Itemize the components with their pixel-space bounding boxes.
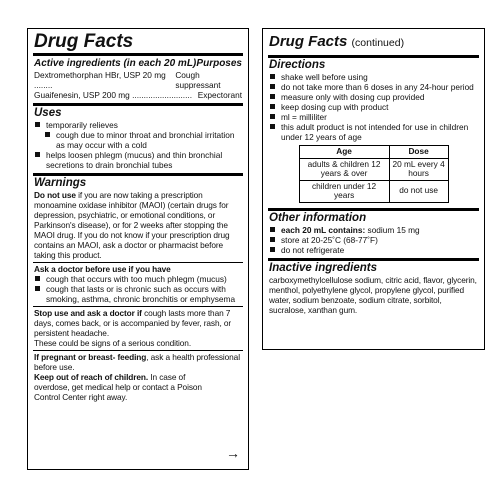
table-cell: children under 12 years <box>299 180 389 202</box>
pregnancy-section <box>28 351 248 404</box>
arrow-right-icon: → <box>226 445 240 461</box>
table-header: Dose <box>389 146 448 159</box>
ingredient-name: Dextromethorphan HBr, USP 20 mg ........ <box>34 70 166 90</box>
other-information-item: do not refrigerate <box>269 245 478 255</box>
stop-use-text: Stop use and ask a doctor if cough lasts more than 7 days, comes back, or is accompanied by fever, rash, or persistent headache. <box>34 308 232 338</box>
uses-item: helps loosen phlegm (mucus) and thin bronchial secretions to drain bronchial tubes <box>34 150 242 170</box>
stop-use-section <box>28 307 248 350</box>
ask-doctor-item: cough that lasts or is chronic such as occurs with smoking, asthma, chronic bronchitis or emphysema <box>34 284 242 304</box>
table-cell: 20 mL every 4 hours <box>389 158 448 180</box>
active-ingredients-heading: Active ingredients (in each 20 mL) <box>34 58 197 69</box>
inactive-ingredients-text: carboxymethylcellulose sodium, citric acid, flavor, glycerin, menthol, polyethylene glycol, propylene glycol, purified water, sodium benzoate, sodium citrate, sorbitol, sucralose, xanthan gum. <box>269 274 477 315</box>
ingredient-row <box>34 70 242 90</box>
directions-item: this adult product is not intended for use in children under 12 years of age <box>269 122 478 142</box>
inactive-ingredients-section <box>263 261 484 317</box>
uses-subitem: cough due to minor throat and bronchial irritation as may occur with a cold <box>34 130 242 150</box>
dosage-table <box>299 145 449 203</box>
inactive-ingredients-heading: Inactive ingredients <box>269 261 378 274</box>
ask-doctor-item: cough that occurs with too much phlegm (mucus) <box>34 274 242 284</box>
directions-item: measure only with dosing cup provided <box>269 92 478 102</box>
continued-label: (continued) <box>351 37 405 49</box>
other-information-section <box>263 211 484 257</box>
uses-section <box>28 106 248 172</box>
table-cell: do not use <box>389 180 448 202</box>
ingredient-purpose: Expectorant <box>197 90 242 100</box>
drug-facts-panel-right <box>262 28 485 350</box>
ingredient-purpose: Cough suppressant <box>175 70 221 90</box>
table-row <box>299 180 448 202</box>
directions-section <box>263 58 484 207</box>
purposes-heading: Purposes <box>196 58 242 69</box>
serious-condition-text: These could be signs of a serious condition. <box>34 338 192 348</box>
ask-doctor-heading: Ask a doctor before use if you have <box>34 264 171 274</box>
warnings-heading: Warnings <box>34 177 87 189</box>
ingredient-name: Guaifenesin, USP 200 mg .......................... <box>34 90 193 100</box>
other-information-item: each 20 mL contains: sodium 15 mg <box>269 225 478 235</box>
uses-item: temporarily relieves <box>34 120 242 130</box>
directions-item: do not take more than 6 doses in any 24-hour period <box>269 82 478 92</box>
table-row <box>299 158 448 180</box>
directions-item: ml = milliliter <box>269 112 478 122</box>
drug-facts-panel-left <box>27 28 249 470</box>
directions-item: shake well before using <box>269 72 478 82</box>
do-not-use-text: Do not use if you are now taking a prescription monoamine oxidase inhibitor (MAOI) (certain drugs for depression, psychiatric, or emotional conditions, or Parkinson's disease), or for 2 weeks after stopping the MAOI drug. If you do not know if your prescription drug contains an MAOI, ask a doctor or pharmacist before taking this product. <box>34 190 230 260</box>
other-information-heading: Other information <box>269 211 367 224</box>
pregnancy-text: If pregnant or breast- feeding, ask a health professional before use. <box>34 352 240 372</box>
warnings-section <box>28 176 248 262</box>
active-ingredients-section <box>28 56 248 102</box>
directions-heading: Directions <box>269 59 326 71</box>
uses-heading: Uses <box>34 107 62 119</box>
table-header: Age <box>299 146 389 159</box>
panel-title: Drug Facts <box>34 31 134 52</box>
panel-title: Drug Facts (continued) <box>269 33 405 50</box>
ingredient-row <box>34 90 242 100</box>
directions-item: keep dosing cup with product <box>269 102 478 112</box>
table-cell: adults & children 12 years & over <box>299 158 389 180</box>
keep-out-of-reach-text: Keep out of reach of children. In case of overdose, get medical help or contact a Poison Control Center right away. <box>34 372 202 402</box>
other-information-item: store at 20-25˚C (68-77˚F) <box>269 235 478 245</box>
ask-doctor-section <box>28 263 248 306</box>
